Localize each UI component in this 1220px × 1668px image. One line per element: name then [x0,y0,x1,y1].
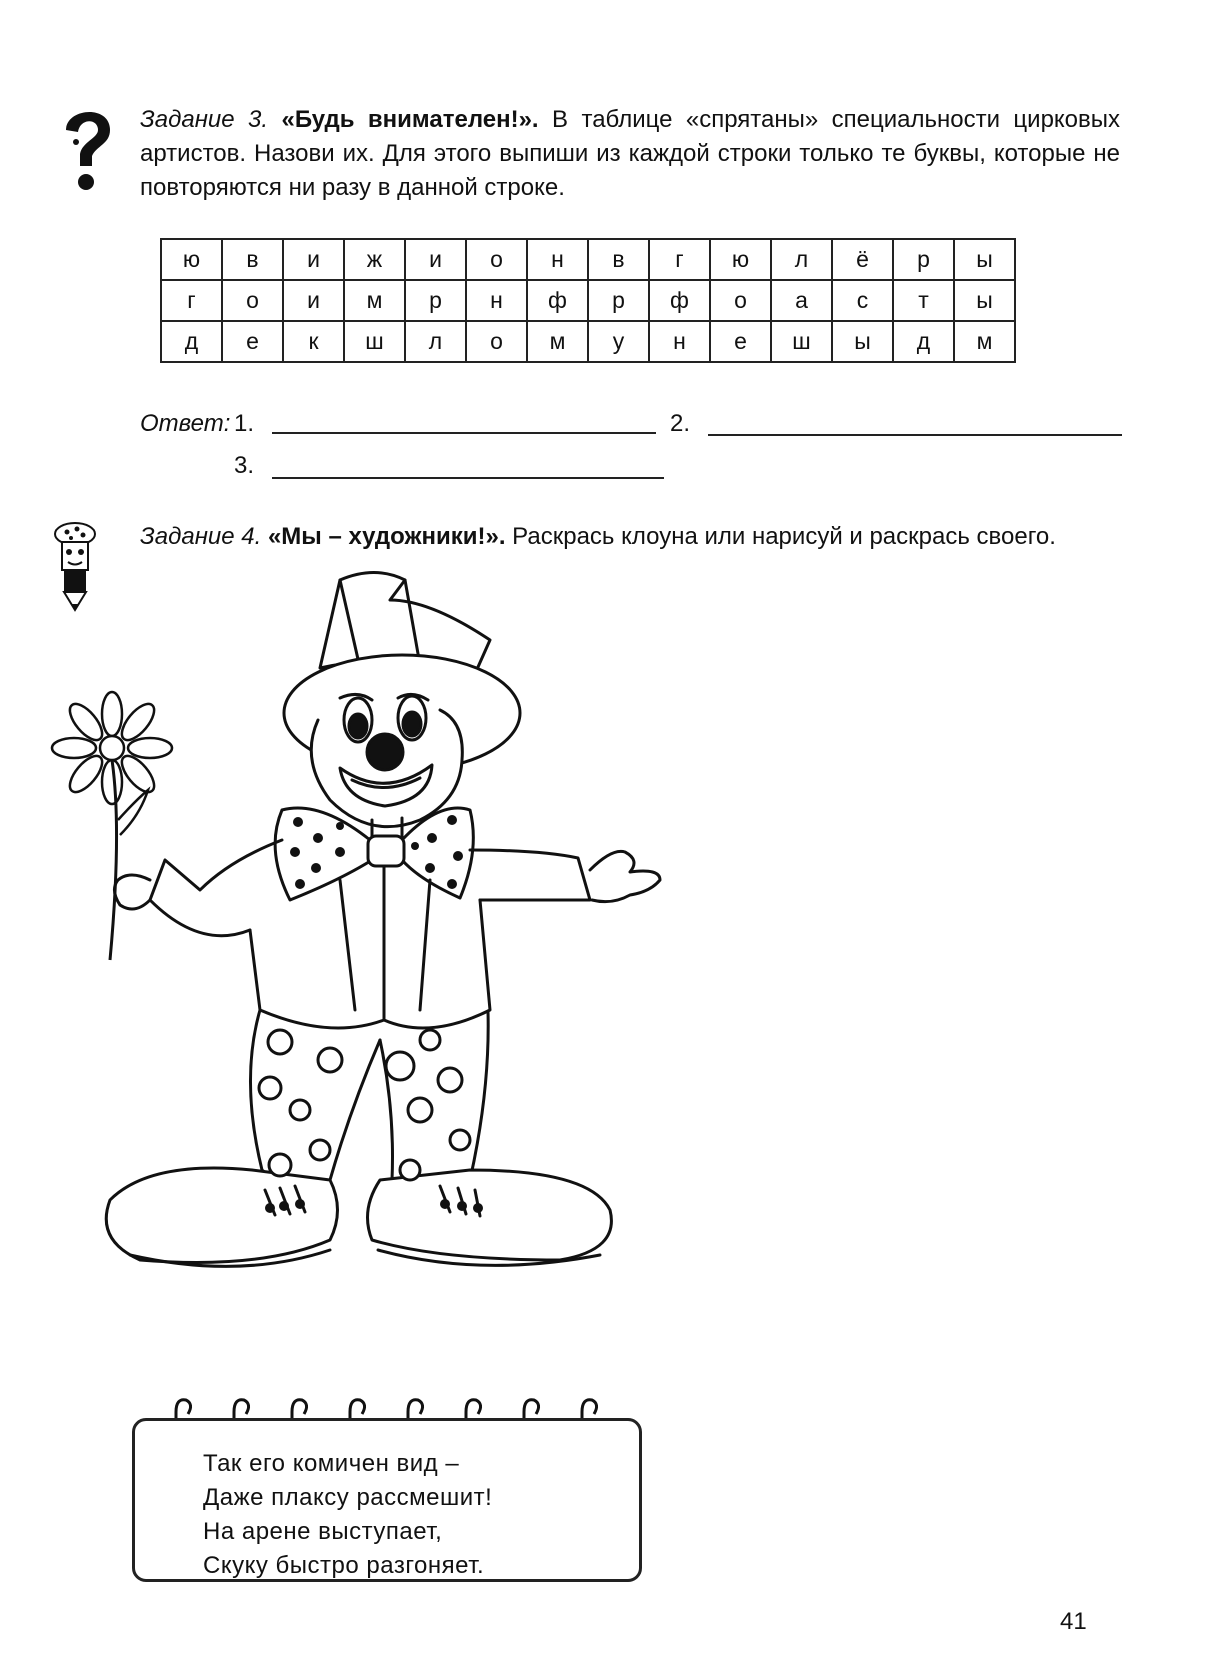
poem-line: На арене выступает, [203,1518,443,1545]
grid-cell: а [771,280,832,321]
flower-illustration [50,690,190,970]
grid-cell: ф [527,280,588,321]
grid-cell: ю [161,239,222,280]
answer-line-2[interactable] [708,434,1122,436]
grid-cell: о [222,280,283,321]
grid-cell: м [344,280,405,321]
question-mark-icon [58,100,118,196]
grid-cell: м [527,321,588,362]
grid-cell: ы [954,280,1015,321]
grid-cell: ю [710,239,771,280]
grid-cell: в [222,239,283,280]
answer-label: Ответ: [140,410,231,437]
grid-cell: ы [954,239,1015,280]
grid-cell: в [588,239,649,280]
grid-cell: ы [832,321,893,362]
grid-cell: е [710,321,771,362]
grid-cell: г [161,280,222,321]
grid-cell: д [893,321,954,362]
poem-line: Даже плаксу рассмешит! [203,1484,493,1511]
task4-paragraph [140,520,1120,554]
grid-cell: ж [344,239,405,280]
grid-cell: н [466,280,527,321]
grid-cell: т [893,280,954,321]
task4-title: «Мы – художники!». [267,523,506,550]
grid-cell: д [161,321,222,362]
task3-title: «Будь внимателен!». [281,106,539,133]
grid-cell: г [649,239,710,280]
grid-cell: и [283,239,344,280]
grid-cell: л [405,321,466,362]
grid-row [161,321,1015,362]
grid-cell: и [283,280,344,321]
grid-cell: ш [344,321,405,362]
task3-paragraph [140,103,1120,205]
page-number: 41 [1060,1608,1087,1635]
grid-cell: н [649,321,710,362]
grid-cell: ё [832,239,893,280]
grid-cell: р [405,280,466,321]
grid-cell: с [832,280,893,321]
answer-number-3: 3. [234,452,255,479]
grid-cell: л [771,239,832,280]
poem [203,1447,492,1583]
task4-text: Раскрась клоуна или нарисуй и раскрась своего. [512,523,1056,550]
grid-cell: р [893,239,954,280]
grid-cell: и [405,239,466,280]
grid-cell: у [588,321,649,362]
task3-label: Задание 3. [140,106,269,133]
answer-number-1: 1. [234,410,255,437]
grid-cell: р [588,280,649,321]
grid-cell: н [527,239,588,280]
grid-cell: о [466,321,527,362]
grid-cell: е [222,321,283,362]
letter-grid [160,238,1016,363]
task3-text: В таблице «спрятаны» специальности цирковых артистов. Назови их. Для этого выпиши из каждой строки только те буквы, которые не повторяются ни разу в данной строке. [140,106,1121,201]
grid-cell: о [466,239,527,280]
grid-row [161,280,1015,321]
grid-row [161,239,1015,280]
poem-line: Скуку быстро разгоняет. [203,1552,485,1579]
poem-line: Так его комичен вид – [203,1450,460,1477]
grid-cell: к [283,321,344,362]
grid-cell: ф [649,280,710,321]
grid-cell: ш [771,321,832,362]
task4-label: Задание 4. [140,523,262,550]
answer-line-3[interactable] [272,477,664,479]
answer-number-2: 2. [670,410,691,437]
poem-box [132,1418,642,1582]
answer-line-1[interactable] [272,432,656,434]
grid-cell: м [954,321,1015,362]
grid-cell: о [710,280,771,321]
